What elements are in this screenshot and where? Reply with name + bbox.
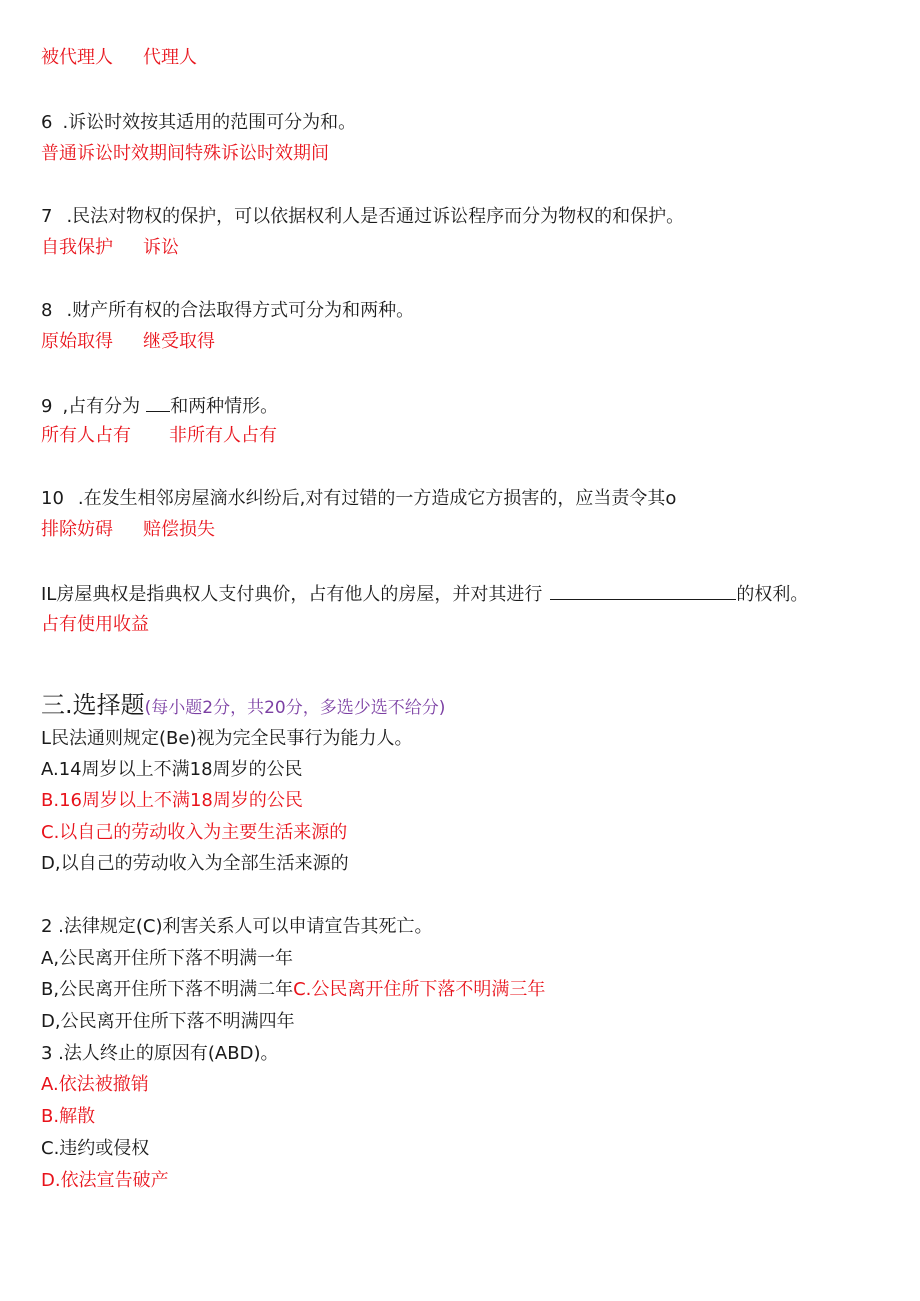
mc-q1-option-d: D,以自己的劳动收入为全部生活来源的 [41, 853, 349, 874]
section3-heading [41, 690, 445, 723]
q9-text-after: 和两种情形。 [170, 396, 279, 417]
mc-q2-option-c: C.公民离开住所下落不明满三年 [293, 979, 546, 1000]
q7-text: .民法对物权的保护，可以依据权利人是否通过诉讼程序而分为物权的和保护。 [66, 206, 685, 227]
q11-blank [550, 581, 736, 600]
q11-answer [41, 613, 149, 637]
q10-answer [41, 518, 215, 542]
mc-q1-option-a: A.14周岁以上不满18周岁的公民 [41, 759, 303, 780]
mc-q1-question: L民法通则规定(Be)视为完全民事行为能力人。 [41, 728, 413, 749]
section3-subtitle: (每小题2分，共20分，多选少选不给分) [144, 698, 446, 718]
q10-question [41, 487, 676, 511]
q9-number: 9 [41, 396, 53, 417]
q11-text-before: IL房屋典权是指典权人支付典价，占有他人的房屋，并对其进行 [41, 584, 543, 605]
q8-text: .财产所有权的合法取得方式可分为和两种。 [66, 300, 415, 321]
q11-question [41, 581, 808, 607]
q10-answer-a: 排除妨碍 [41, 519, 113, 540]
q6-text: .诉讼时效按其适用的范围可分为和。 [62, 112, 357, 133]
q10-text: .在发生相邻房屋滴水纠纷后,对有过错的一方造成它方损害的，应当责令其o [77, 488, 677, 509]
q8-answer [41, 330, 215, 354]
q8-answer-b: 继受取得 [143, 331, 215, 352]
mc-q3-option-d: D.依法宣告破产 [41, 1170, 169, 1191]
q7-answer-b: 诉讼 [143, 237, 179, 258]
mc-q2-option-b: B,公民离开住所下落不明满二年 [41, 979, 294, 1000]
q5-answer [41, 46, 197, 70]
mc-q3-option-b: B.解散 [41, 1106, 96, 1127]
q8-answer-a: 原始取得 [41, 331, 113, 352]
mc-q1-option-b: B.16周岁以上不满18周岁的公民 [41, 790, 303, 811]
q9-blank [146, 393, 170, 412]
q6-answer [41, 142, 329, 166]
mc-q3-option-c: C.违约或侵权 [41, 1138, 150, 1159]
q6-question [41, 111, 356, 135]
mc-q2-options-bc [41, 978, 545, 1002]
q5-answer-a: 被代理人 [41, 47, 113, 68]
q9-question [41, 393, 278, 419]
q7-answer [41, 236, 179, 260]
section3-title: 三.选择题 [41, 691, 145, 719]
q6-answer-b: 特殊诉讼时效期间 [185, 143, 329, 164]
q11-answer-a: 占有使用收益 [41, 614, 149, 635]
q9-answer-a: 所有人占有 [41, 425, 131, 446]
q6-number: 6 [41, 112, 53, 133]
q9-text-before: ,占有分为 [62, 396, 141, 417]
mc-q3-question: 3 .法人终止的原因有(ABD)。 [41, 1043, 279, 1064]
q10-answer-b: 赔偿损失 [143, 519, 215, 540]
mc-q3-option-a: A.依法被撤销 [41, 1074, 149, 1095]
q10-number: 10 [41, 488, 64, 509]
q7-answer-a: 自我保护 [41, 237, 113, 258]
mc-q2-question: 2 .法律规定(C)利害关系人可以申请宣告其死亡。 [41, 916, 433, 937]
q7-number: 7 [41, 206, 53, 227]
q9-answer-b: 非所有人占有 [169, 425, 277, 446]
q11-text-after: 的权利。 [736, 584, 809, 605]
mc-q2-option-d: D,公民离开住所下落不明满四年 [41, 1011, 295, 1032]
mc-q1-option-c: C.以自己的劳动收入为主要生活来源的 [41, 822, 348, 843]
q9-answer [41, 424, 277, 448]
q7-question [41, 205, 684, 229]
q6-answer-a: 普通诉讼时效期间 [41, 143, 185, 164]
q5-answer-b: 代理人 [143, 47, 197, 68]
mc-q2-option-a: A,公民离开住所下落不明满一年 [41, 948, 294, 969]
q8-question [41, 299, 414, 323]
q8-number: 8 [41, 300, 53, 321]
